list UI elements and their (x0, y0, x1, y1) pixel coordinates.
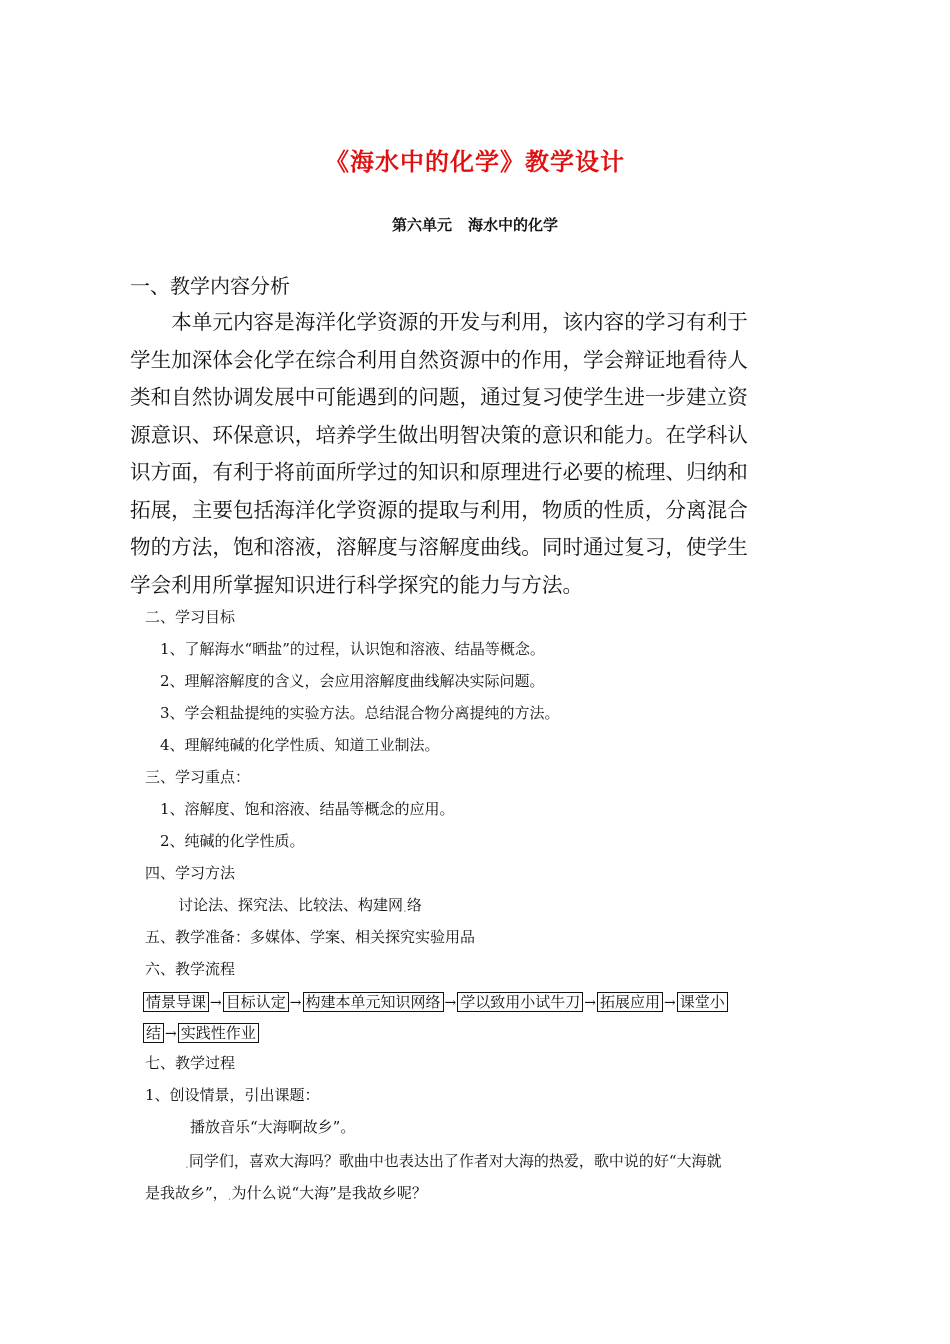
mark-dot: . (403, 901, 407, 915)
paragraph-line: 学生加深体会化学在综合利用自然资源中的作用，学会辩证地看待人 (130, 347, 748, 372)
flow-arrow: → (584, 995, 596, 1011)
section4-heading: 四、学习方法 (145, 864, 236, 882)
paragraph-line: 学会利用所掌握知识进行科学探究的能力与方法。 (130, 572, 584, 597)
section5-text: 五、教学准备：多媒体、学案、相关探究实验用品 (145, 928, 476, 946)
process-step-title: 1、创设情景，引出课题： (145, 1086, 320, 1104)
focus-item: 1、溶解度、饱和溶液、结晶等概念的应用。 (160, 800, 455, 818)
flow-step: 课堂小 (677, 992, 728, 1012)
flow-arrow: → (165, 1026, 177, 1042)
paragraph-line: 本单元内容是海洋化学资源的开发与利用，该内容的学习有利于 (130, 310, 748, 334)
section2-heading: 二、学习目标 (145, 608, 236, 626)
paragraph-line: 识方面，有利于将前面所学过的知识和原理进行必要的梳理、归纳和 (130, 460, 748, 484)
goal-item: 4、理解纯碱的化学性质、知道工业制法。 (160, 736, 440, 754)
flow-step: 拓展应用 (597, 992, 663, 1012)
section7-heading: 七、教学过程 (145, 1054, 236, 1072)
intro-paragraph-line: 是我故乡”，.为什么说“大海”是我故乡呢？ (145, 1184, 427, 1203)
paragraph-line: 类和自然协调发展中可能遇到的问题，通过复习使学生进一步建立资 (130, 385, 748, 409)
unit-name: 海水中的化学 (468, 216, 559, 234)
flow-arrow: → (289, 995, 302, 1011)
goal-item: 2、理解溶解度的含义，会应用溶解度曲线解决实际问题。 (160, 672, 545, 690)
flow-step: 情景导课 (143, 992, 209, 1012)
methods-text: 讨论法、探究法、比较法、构建网.络 (178, 896, 422, 915)
flow-arrow: → (210, 995, 222, 1011)
flow-step: 目标认定 (223, 992, 289, 1012)
unit-label: 第六单元 (391, 216, 452, 234)
goal-item: 1、了解海水“晒盐”的过程，认识饱和溶液、结晶等概念。 (160, 640, 545, 658)
document-title: 《海水中的化学》教学设计 (325, 148, 625, 176)
document-subtitle (0, 214, 950, 235)
music-line: 播放音乐“大海啊故乡”。 (190, 1118, 356, 1136)
section1-paragraph (130, 304, 775, 604)
flow-step: 结 (143, 1023, 164, 1043)
paragraph-line: 物的方法，饱和溶液，溶解度与溶解度曲线。同时通过复习，使学生 (130, 535, 748, 559)
section6-heading: 六、教学流程 (145, 960, 236, 978)
flow-arrow: → (444, 995, 457, 1011)
flow-step: 学以致用小试牛刀 (457, 992, 583, 1012)
mark-dot: . (185, 1157, 189, 1171)
focus-item: 2、纯碱的化学性质。 (160, 832, 305, 850)
flow-row (143, 1018, 798, 1049)
section1-heading: 一、教学内容分析 (130, 274, 290, 298)
paragraph-line: 拓展，主要包括海洋化学资源的提取与利用，物质的性质，分离混合 (130, 497, 748, 522)
flow-arrow: → (664, 995, 676, 1011)
flow-step: 构建本单元知识网络 (303, 992, 444, 1012)
goal-item: 3、学会粗盐提纯的实验方法。总结混合物分离提纯的方法。 (160, 704, 560, 722)
teaching-flow (143, 987, 798, 1049)
flow-row (143, 987, 798, 1018)
section3-heading: 三、学习重点： (145, 768, 251, 786)
intro-paragraph-line: .同学们，喜欢大海吗？歌曲中也表达出了作者对大海的热爱，歌中说的好“大海就 (185, 1152, 722, 1171)
paragraph-line: 源意识、环保意识，培养学生做出明智决策的意识和能力。在学科认 (130, 422, 748, 447)
mark-dot: . (227, 1189, 232, 1203)
flow-step: 实践性作业 (178, 1023, 259, 1043)
